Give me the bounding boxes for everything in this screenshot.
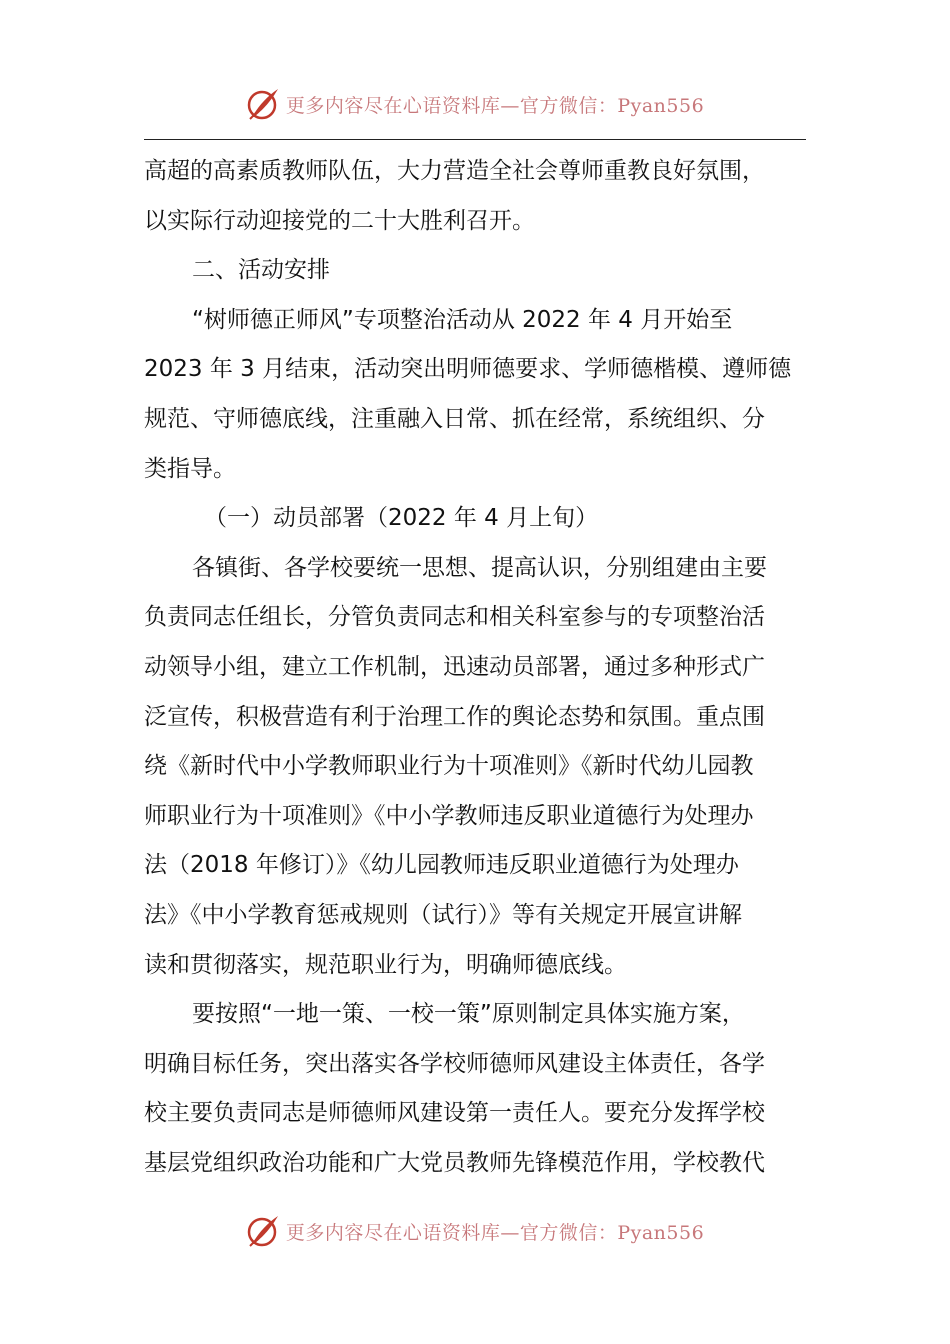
footer-banner <box>0 1211 950 1251</box>
paragraph-line: 读和贯彻落实，规范职业行为，明确师德底线。 <box>144 951 627 978</box>
paragraph-line: 校主要负责同志是师德师风建设第一责任人。要充分发挥学校 <box>144 1100 765 1127</box>
paragraph-line: 规范、守师德底线，注重融入日常、抓在经常，系统组织、分 <box>144 405 765 432</box>
paragraph-line: 法》《中小学教育惩戒规则（试行）》等有关规定开展宣讲解 <box>144 901 742 928</box>
header-banner-text: 更多内容尽在心语资料库—官方微信：Pyan556 <box>285 94 705 117</box>
header-banner <box>0 84 950 124</box>
quill-pen-logo-icon <box>246 87 280 121</box>
paragraph-line: 高超的高素质教师队伍，大力营造全社会尊师重教良好氛围， <box>144 158 765 184</box>
paragraph-line: 要按照“一地一策、一校一策”原则制定具体实施方案， <box>192 1001 745 1028</box>
paragraph-line: 类指导。 <box>144 455 236 482</box>
document-body <box>144 147 806 1188</box>
paragraph-line: 明确目标任务，突出落实各学校师德师风建设主体责任，各学 <box>144 1050 765 1077</box>
paragraph-line: 2023 年 3 月结束，活动突出明师德要求、学师德楷模、遵师德 <box>144 356 792 383</box>
paragraph-line: 负责同志任组长，分管负责同志和相关科室参与的专项整治活 <box>144 604 765 631</box>
paragraph-line: 动领导小组，建立工作机制，迅速动员部署，通过多种形式广 <box>144 653 765 680</box>
footer-banner-text: 更多内容尽在心语资料库—官方微信：Pyan556 <box>285 1221 705 1244</box>
paragraph-line: 各镇街、各学校要统一思想、提高认识，分别组建由主要 <box>192 554 767 581</box>
section-heading: 二、活动安排 <box>192 257 330 284</box>
header-divider <box>144 139 806 140</box>
quill-pen-logo-icon <box>246 1214 280 1248</box>
paragraph-line: 基层党组织政治功能和广大党员教师先锋模范作用，学校教代 <box>144 1149 765 1176</box>
subsection-heading: （一）动员部署（2022 年 4 月上旬） <box>204 505 599 532</box>
paragraph-line: 泛宣传，积极营造有利于治理工作的舆论态势和氛围。重点围 <box>144 703 765 730</box>
paragraph-line: “树师德正师风”专项整治活动从 2022 年 4 月开始至 <box>192 306 733 333</box>
paragraph-line: 以实际行动迎接党的二十大胜利召开。 <box>144 207 535 234</box>
paragraph-line: 绕《新时代中小学教师职业行为十项准则》《新时代幼儿园教 <box>144 753 754 780</box>
paragraph-line: 师职业行为十项准则》《中小学教师违反职业道德行为处理办 <box>144 802 754 829</box>
paragraph-line: 法（2018 年修订）》《幼儿园教师违反职业道德行为处理办 <box>144 852 739 879</box>
